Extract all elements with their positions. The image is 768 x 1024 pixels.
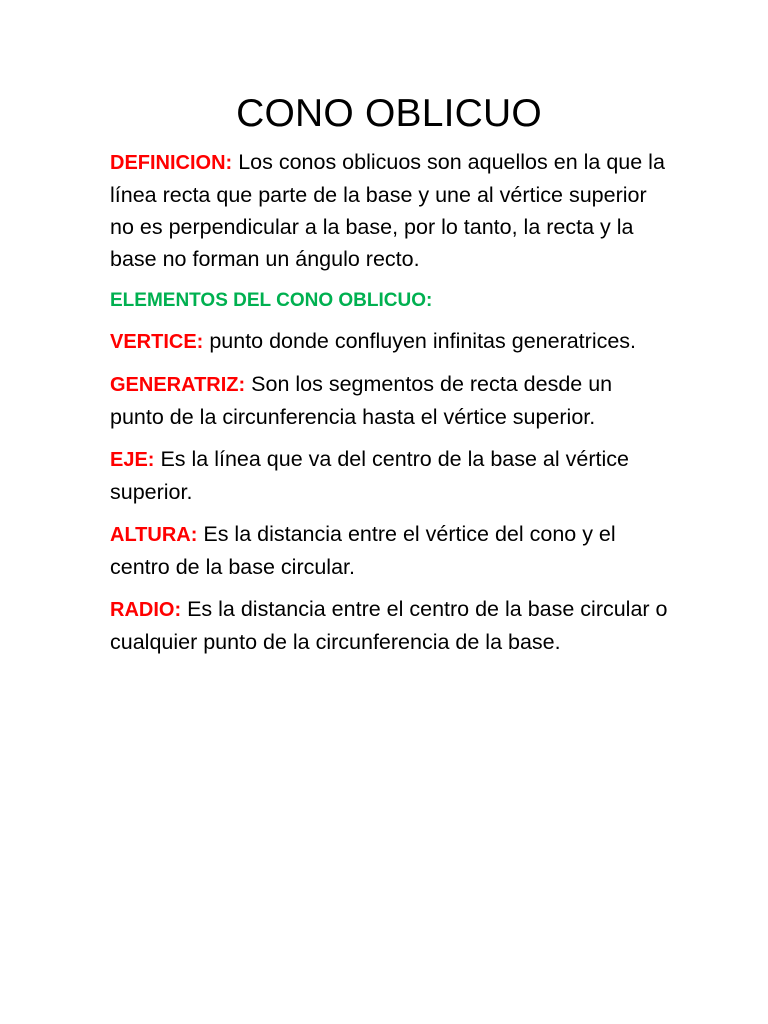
definition-paragraph — [110, 146, 668, 275]
element-vertice — [110, 325, 668, 358]
element-radio — [110, 593, 668, 658]
element-term: EJE: — [110, 449, 155, 471]
element-term: RADIO: — [110, 599, 182, 621]
element-term: VERTICE: — [110, 331, 204, 353]
element-text: Es la distancia entre el vértice del cono y el centro de la base circular. — [110, 522, 616, 579]
element-altura — [110, 518, 668, 583]
element-text: punto donde confluyen infinitas generatrices. — [203, 329, 637, 353]
definition-term: DEFINICION: — [110, 152, 233, 174]
page-title: CONO OBLICUO — [236, 92, 542, 135]
element-term: GENERATRIZ: — [110, 374, 246, 396]
elements-heading: ELEMENTOS DEL CONO OBLICUO: — [110, 290, 433, 311]
element-text: Es la distancia entre el centro de la base circular o cualquier punto de la circunferencia de la base. — [110, 597, 668, 654]
definition-text: Los conos oblicuos son aquellos en la que la línea recta que parte de la base y une al vértice superior no es perpendicular a la base, por lo tanto, la recta y la base no forman un ángulo recto. — [110, 150, 665, 271]
element-text: Es la línea que va del centro de la base al vértice superior. — [110, 447, 629, 504]
element-generatriz — [110, 368, 668, 433]
element-eje — [110, 443, 668, 508]
element-text: Son los segmentos de recta desde un punto de la circunferencia hasta el vértice superior. — [110, 372, 613, 429]
element-term: ALTURA: — [110, 524, 198, 546]
